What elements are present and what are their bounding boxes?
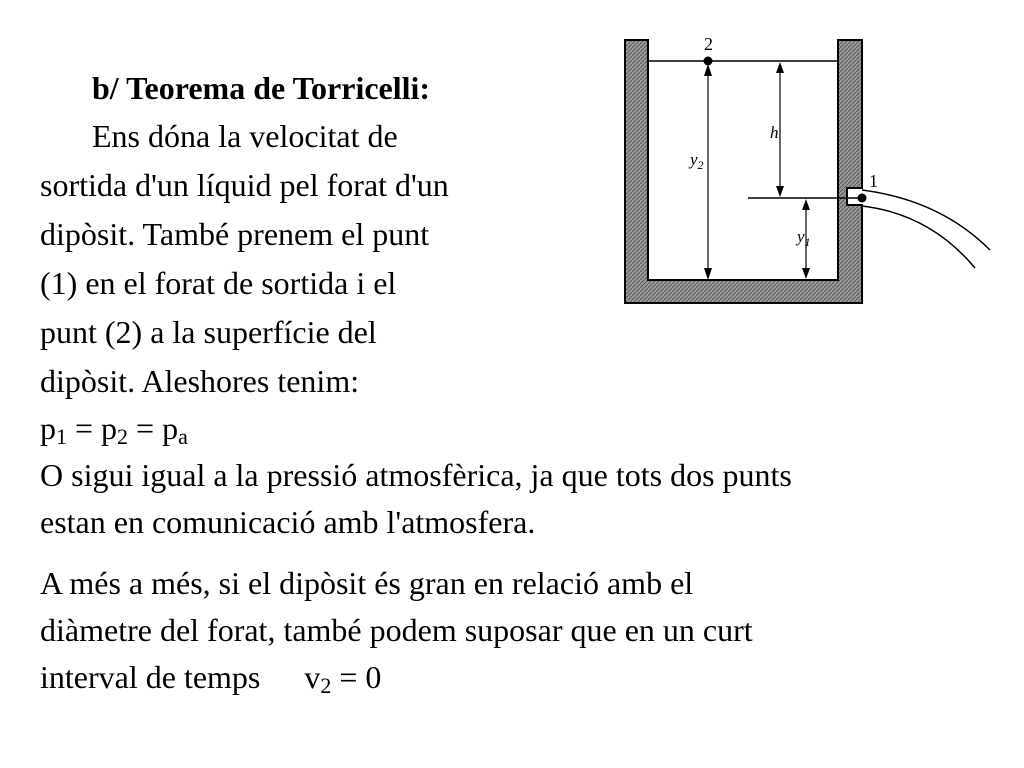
h-label: h [770,123,779,142]
slide-title: b/ Teorema de Torricelli: [92,70,431,106]
point-1-label: 1 [869,171,878,191]
intro-line: Ens dóna la velocitat de [92,118,398,154]
h-arrowhead-top [776,62,784,73]
eq-pa: p [162,410,179,446]
y1-label-sub: 1 [804,235,811,249]
tank-walls [625,40,862,303]
y2-label-sub: 2 [697,158,704,172]
tank-diagram [600,30,1010,320]
intro-line: (1) en el forat de sortida i el [40,265,397,301]
paragraph-line-with-condition [40,654,753,701]
atmospheric-paragraph [40,452,792,546]
point-2-label: 2 [704,34,713,54]
condition-rest: = 0 [339,659,382,695]
eq-p1: p [40,410,56,446]
eq-equals-1: = [75,410,94,446]
intro-line: punt (2) a la superfície del [40,314,377,350]
condition-sub: 2 [320,673,332,698]
y1-arrowhead-bottom [802,268,810,279]
pressure-equation [40,408,188,448]
intro-paragraph [40,112,600,406]
intro-line: dipòsit. Aleshores tenim: [40,363,360,399]
h-arrowhead-bottom [776,186,784,197]
y2-arrowhead-top [704,64,712,76]
eq-p2: p [101,410,118,446]
y2-label-main: y [690,150,698,169]
paragraph-line: diàmetre del forat, també podem suposar que en un curt [40,612,753,648]
outflow-jet-upper [862,190,990,250]
y1-arrowhead-top [802,199,810,210]
paragraph-line: interval de temps [40,659,261,695]
point-1-dot [858,194,867,203]
eq-sub-a: a [178,424,188,449]
eq-equals-2: = [136,410,155,446]
intro-line: sortida d'un líquid pel forat d'un [40,167,449,203]
paragraph-line: estan en comunicació amb l'atmosfera. [40,504,536,540]
condition-v: v [304,659,321,695]
velocity-paragraph [40,560,753,701]
paragraph-line: A més a més, si el dipòsit és gran en relació amb el [40,565,694,601]
y2-label [688,150,704,172]
y2-arrowhead-bottom [704,268,712,280]
y1-label-main: y [797,227,805,246]
eq-sub-1: 1 [56,424,67,449]
eq-sub-2: 2 [117,424,129,449]
outflow-jet-lower [862,206,975,268]
y1-label [795,227,811,249]
paragraph-line: O sigui igual a la pressió atmosfèrica, ja que tots dos punts [40,457,792,493]
intro-line: dipòsit. També prenem el punt [40,216,430,252]
